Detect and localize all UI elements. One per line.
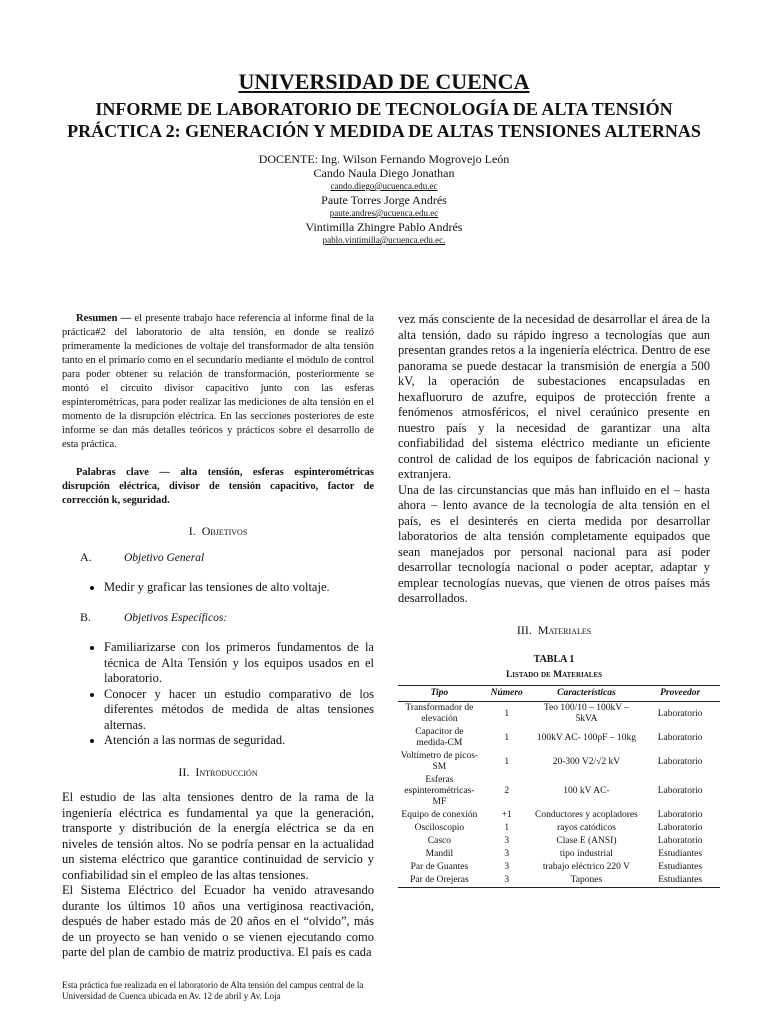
- table-cell: 2: [504, 786, 510, 796]
- abstract-lead: Resumen —: [76, 313, 132, 324]
- subsection-specific: B. Objetivos Específicos:: [80, 609, 228, 624]
- table-row: [398, 822, 720, 835]
- abstract-text: el presente trabajo hace referencia al informe final de la práctica#2 del laboratorio de alta tensión, en donde se realizó primeramente la mediciones de voltaje del transformador de alta tensión tanto en el primario como en el secundario mediante el módulo de control para poder obtener su relación de transformación, posteriormente se montó el circuito divisor capacitivo junto con las esferas espinterométricas, para poder realizar las mediciones de alta tensión en el momento de la disrupción eléctrica. En las secciones posteriores de este informe se dan más detalles teóricos y prácticos sobre el desarrollo de esta práctica.: [62, 313, 374, 450]
- intro-paragraph: El estudio de las alta tensiones dentro de la rama de la ingeniería eléctrica es fundamental ya que la generación, transporte y distribución de la energía eléctrica se da en niveles de tensión altos. No se podría pensar en la actualidad un sistema eléctrico que garantice continuidad de servicio y confiabilidad sin el empleo de las altas tensiones.: [62, 790, 374, 882]
- body-paragraph: Una de las circunstancias que más han influido en el – hasta ahora – lento avance de la tecnología de alta tensión en el país, es el desinterés en cierta medida por desarrollar laboratorios de alta tensión completamente equipados que sean manejados por personal nacional para así poder desarrollar tecnología nacional o poder aceptar, adaptar y emplear tecnologías nuevas, que vienen de otros países más desarrollados.: [398, 482, 710, 605]
- list-item: • Atención a las normas de seguridad.: [104, 733, 374, 749]
- table-cell: 3: [504, 836, 510, 846]
- list-item: • Conocer y hacer un estudio comparativo de los diferentes métodos de medida de altas tensiones alternas.: [104, 687, 374, 734]
- table-cell: Equipo de conexión: [401, 810, 478, 820]
- section-heading-objetivos: I. Objetivos: [188, 524, 248, 538]
- table-cell: 100kV AC- 100pF – 10kg: [536, 732, 636, 743]
- author-email[interactable]: cando.diego@ucuenca.edu.ec: [330, 181, 438, 191]
- abstract: [62, 312, 374, 452]
- intro-paragraph: El Sistema Eléctrico del Ecuador ha venido atravesando durante los últimos 10 años una vertiginosa reactivación, después de haber estado más de 20 años en el “olvido”, más de un proyecto se han venido o se vienen ejecutando como parte del plan de cambio de matriz productiva. El país es cada: [62, 883, 374, 959]
- table-cell: 3: [481, 874, 533, 888]
- table-cell: Tapones: [533, 874, 641, 888]
- left-column: [62, 312, 374, 961]
- author-name: Vintimilla Zhingre Pablo Andrés: [305, 220, 463, 234]
- university-title: UNIVERSIDAD DE CUENCA: [238, 69, 530, 94]
- author-name: Paute Torres Jorge Andrés: [321, 193, 447, 207]
- table-cell: Laboratorio: [657, 786, 703, 796]
- list-item: • Medir y graficar las tensiones de alto voltaje.: [104, 580, 374, 596]
- table-cell: Laboratorio: [657, 836, 703, 846]
- table-cell: Estudiantes: [640, 874, 720, 888]
- table-cell: 20-300 V2/√2 kV: [552, 756, 621, 767]
- table-cell: 1: [504, 732, 510, 743]
- right-column: [398, 312, 710, 888]
- table-row: [398, 809, 720, 822]
- table-subcaption: Listado de Materiales: [505, 669, 603, 680]
- table-cell: 1: [504, 756, 510, 767]
- table-cell: Voltímetro de picos-SM: [400, 751, 479, 772]
- author-block: [0, 152, 768, 247]
- table-cell: 1: [504, 823, 510, 833]
- table-cell: Conductores y acopladores: [534, 810, 638, 820]
- table-cell: Estudiantes: [658, 849, 703, 859]
- table-cell: Laboratorio: [657, 708, 703, 719]
- specific-objectives-list: [62, 640, 374, 749]
- table-cell: Casco: [427, 836, 451, 846]
- table-cell: Laboratorio: [657, 810, 703, 820]
- document-header: [0, 70, 768, 247]
- column-header: Características: [533, 686, 641, 702]
- table-cell: tipo industrial: [559, 849, 613, 859]
- table-cell: Esferas espinterométricas-MF: [404, 775, 475, 807]
- subsection-general: A. Objetivo General: [80, 549, 205, 564]
- general-objectives-list: [62, 580, 374, 596]
- table-cell: +1: [501, 810, 512, 820]
- section-heading-materiales: III. Materiales: [516, 622, 592, 637]
- materials-table: [398, 685, 720, 888]
- table-row: [398, 750, 720, 774]
- table-cell: Clase E (ANSI): [556, 836, 617, 846]
- list-item: • Familiarizarse con los primeros fundamentos de la técnica de Alta Tensión y los equipos usados en el laboratorio.: [104, 640, 374, 687]
- table-cell: 3: [504, 862, 510, 872]
- table-cell: trabajo eléctrico 220 V: [542, 862, 630, 872]
- author-name: Cando Naula Diego Jonathan: [313, 166, 455, 180]
- keywords: Palabras clave — alta tensión, esferas espinterométricas disrupción eléctrica, divisor de tensión capacitivo, factor de corrección k, seguridad.: [62, 467, 374, 506]
- table-cell: Mandil: [425, 849, 454, 859]
- table-row: [398, 774, 720, 809]
- footnote: Esta práctica fue realizada en el laboratorio de Alta tensión del campus central de la Universidad de Cuenca ubicada en Av. 12 de abril y Av. Loja: [62, 980, 364, 1001]
- table-row: [398, 848, 720, 861]
- table-row: [398, 835, 720, 848]
- table-cell: 1: [504, 708, 510, 719]
- column-header: Tipo: [398, 686, 481, 702]
- table-row: [398, 726, 720, 750]
- table-row: [398, 874, 720, 888]
- table-cell: Laboratorio: [657, 756, 703, 767]
- table-cell: 100 kV AC-: [563, 786, 610, 796]
- table-header-row: [398, 686, 720, 702]
- report-title: INFORME DE LABORATORIO DE TECNOLOGÍA DE ALTA TENSIÓN PRÁCTICA 2: GENERACIÓN Y MEDIDA DE ALTAS TENSIONES ALTERNAS: [67, 99, 701, 141]
- table-cell: Estudiantes: [658, 862, 703, 872]
- table-row: [398, 702, 720, 727]
- column-header: Número: [481, 686, 533, 702]
- table-cell: rayos catódicos: [557, 823, 616, 833]
- table-cell: Par de Orejeras: [398, 874, 481, 888]
- table-caption: TABLA 1: [533, 654, 575, 665]
- table-cell: Laboratorio: [657, 732, 703, 743]
- author-email[interactable]: pablo.vintimilla@ucuenca.edu.ec.: [322, 235, 446, 245]
- section-heading-introduccion: II. Introducción: [178, 764, 258, 779]
- table-cell: Par de Guantes: [410, 862, 469, 872]
- docente-line: DOCENTE: Ing. Wilson Fernando Mogrovejo León: [258, 152, 510, 166]
- table-cell: 3: [504, 849, 510, 859]
- table-cell: Capacitor de medida-CM: [415, 727, 464, 748]
- table-cell: Teo 100/10 – 100kV – 5kVA: [543, 703, 630, 724]
- body-paragraph: vez más consciente de la necesidad de desarrollar el área de la alta tensión, dado su rápido ingreso a tecnologías que aun presentan grandes retos a la ingeniería eléctrica. Dentro de ese panorama se puede destacar la transmisión de energía a 500 kV, la operación de subestaciones encapsuladas en hexafluoruro de azufre, equipos de protección frente a fenómenos atmosféricos, el nivel ceraúnico presente en nuestro país y la necesidad de garantizar una alta confiabilidad del sistema eléctrico mediante un eficiente control de calidad de los equipos de fabricación nacional y extranjera.: [398, 312, 710, 481]
- table-cell: Osciloscopio: [414, 823, 465, 833]
- column-header: Proveedor: [640, 686, 720, 702]
- table-cell: Transformador de elevación: [405, 703, 474, 724]
- table-cell: Laboratorio: [657, 823, 703, 833]
- author-email[interactable]: paute.andres@ucuenca.edu.ec: [329, 208, 439, 218]
- table-row: [398, 861, 720, 874]
